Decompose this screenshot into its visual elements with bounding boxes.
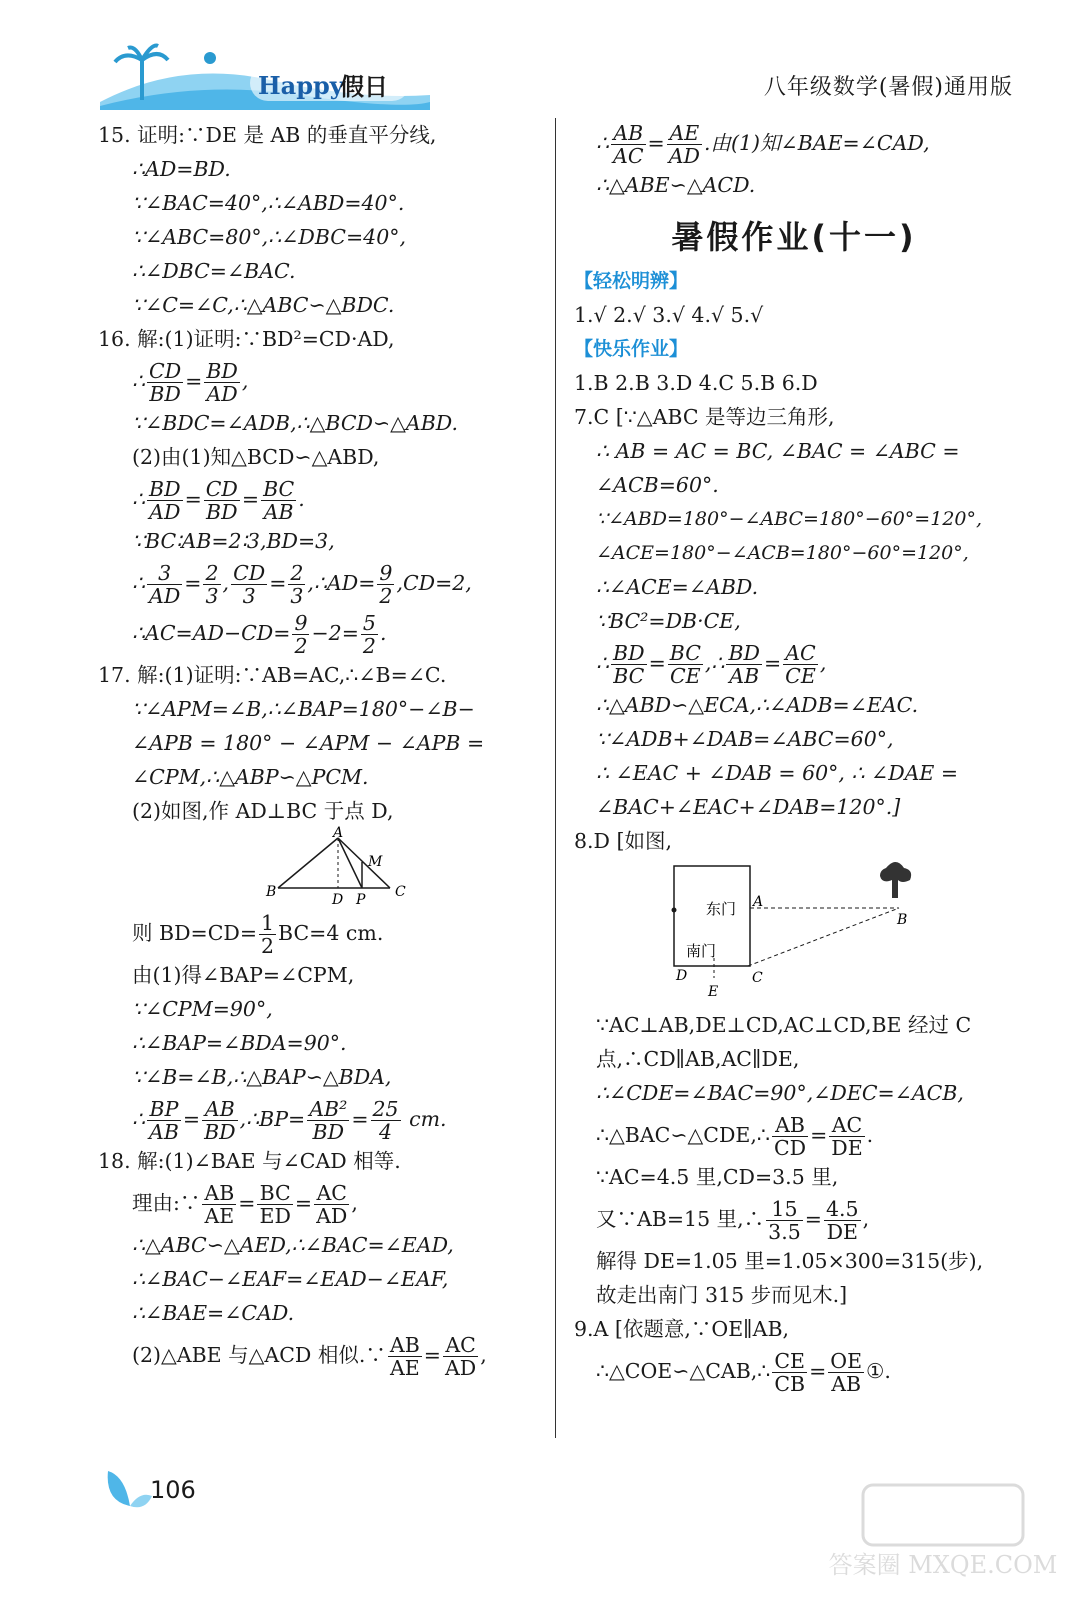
answer-18-line-3: ∴△ABC∽△AED,∴∠BAC=∠EAD, [132, 1233, 454, 1257]
answer-18-line-8: ∴△ABE∽△ACD. [596, 173, 756, 197]
logo-text: Happy [258, 71, 344, 100]
answer-18-line-5: ∴∠BAE=∠CAD. [132, 1301, 295, 1325]
answer-9-line-1: 9.A [依题意,∵OE∥AB, [574, 1317, 790, 1341]
label-d: D [332, 892, 344, 908]
tree-icon [880, 862, 911, 898]
answer-17-line-8: ∵∠CPM=90°, [132, 997, 273, 1021]
answer-7-line-7: ∵BC²=DB·CE, [596, 609, 741, 633]
answer-18-line-1: 18. 解:(1)∠BAE 与∠CAD 相等. [98, 1149, 401, 1173]
east-gate-label: 东门 [706, 900, 737, 918]
answer-15-line-3: ∵∠BAC=40°,∴∠ABD=40°. [132, 191, 405, 215]
left-column [98, 118, 548, 1380]
answer-15-line-2: ∴AD=BD. [132, 157, 231, 181]
watermark-logo [828, 1475, 1058, 1585]
answer-7-line-8: ∴ $\frac{BD}{BC}$ = $\frac{BC}{CE}$ ,∴ $\frac{BD}{AB}$ = $\frac{AC}{CE}$ , [596, 641, 827, 688]
label-b: B [897, 912, 908, 928]
answer-16-line-2: ∴ $\frac{CD}{BD}$ = $\frac{BD}{AD}$ , [132, 359, 249, 406]
label-p: P [356, 892, 366, 908]
book-title: 八年级数学(暑假)通用版 [763, 75, 1013, 100]
triangle-figure [98, 825, 548, 908]
answer-17-line-10: ∵∠B=∠B,∴△BAP∽△BDA, [132, 1065, 392, 1089]
answer-15-line-6: ∵∠C=∠C,∴△ABC∽△BDC. [132, 293, 395, 317]
answer-8-line-9: 故走出南门 315 步而见木.] [596, 1283, 848, 1307]
answer-8-line-1: 8.D [如图, [574, 829, 673, 853]
answer-18-line-4: ∴∠BAC−∠EAF=∠EAD−∠EAF, [132, 1267, 449, 1291]
answer-17-line-11: ∴ $\frac{BP}{AB}$ = $\frac{AB}{BD}$ ,∴BP= $\frac{\text{AB²}}{BD}$ = $\frac{25}{4}$ cm. [132, 1097, 447, 1144]
answer-15-line-1: 15. 证明:∵DE 是 AB 的垂直平分线, [98, 123, 437, 147]
section-title: 暑假作业(十一) [671, 218, 917, 256]
label-m: M [368, 854, 383, 870]
answer-8-line-4: ∴∠CDE=∠BAC=90°,∠DEC=∠ACB, [596, 1081, 964, 1105]
answer-17-line-1: 17. 解:(1)证明:∵AB=AC,∴∠B=∠C. [98, 663, 447, 687]
answer-7-line-11: ∴ ∠EAC + ∠DAB = 60°, ∴ ∠DAE = [596, 761, 959, 785]
label-c: C [752, 970, 763, 986]
answer-16-line-6: ∵BC∶AB=2∶3,BD=3, [132, 529, 335, 553]
easy-answers: 1.√ 2.√ 3.√ 4.√ 5.√ [574, 303, 764, 327]
answer-7-line-6: ∴∠ACE=∠ABD. [596, 575, 759, 599]
column-divider [555, 118, 556, 1438]
header-banner [100, 40, 430, 110]
answer-16-line-4: (2)由(1)知△BCD∽△ABD, [132, 445, 380, 469]
answer-8-line-6: ∵AC=4.5 里,CD=3.5 里, [596, 1165, 839, 1189]
label-a: A [753, 894, 764, 910]
tag-happy-homework: 【快乐作业】 [574, 338, 689, 360]
answer-7-line-12: ∠BAC+∠EAC+∠DAB=120°.] [596, 795, 901, 819]
label-e: E [708, 984, 719, 1000]
right-column [574, 118, 1014, 1396]
answer-18-line-6: (2)△ABE 与△ACD 相似.∵ $\frac{AB}{AE}$ = $\frac{AC}{AD}$ , [132, 1333, 487, 1380]
answer-16-line-1: 16. 解:(1)证明:∵BD²=CD·AD, [98, 327, 395, 351]
palm-tree-icon [140, 60, 144, 100]
label-a: A [333, 825, 344, 841]
answer-8-line-8: 解得 DE=1.05 里=1.05×300=315(步), [596, 1249, 984, 1273]
label-d: D [676, 968, 688, 984]
choice-answers: 1.B 2.B 3.D 4.C 5.B 6.D [574, 371, 818, 395]
answer-17-line-3: ∠APB = 180° − ∠APM − ∠APB = [132, 731, 485, 755]
logo-badge: 假日 [340, 72, 388, 101]
answer-8-line-5: ∴△BAC∽△CDE,∴ $\frac{AB}{CD}$ = $\frac{AC}{DE}$ . [596, 1113, 874, 1160]
answer-16-line-5: ∴ $\frac{BD}{AD}$ = $\frac{CD}{BD}$ = $\frac{BC}{AB}$ . [132, 477, 305, 524]
answer-16-line-3: ∵∠BDC=∠ADB,∴△BCD∽△ABD. [132, 411, 458, 435]
answer-15-line-5: ∴∠DBC=∠BAC. [132, 259, 296, 283]
answer-7-line-2: ∴ AB = AC = BC, ∠BAC = ∠ABC = [596, 439, 960, 463]
answer-15-line-4: ∵∠ABC=80°,∴∠DBC=40°, [132, 225, 406, 249]
label-c: C [395, 884, 406, 900]
south-gate-label: 南门 [686, 942, 717, 960]
city-gate-figure [574, 858, 1014, 1008]
answer-18-line-2: 理由:∵ $\frac{AB}{AE}$ = $\frac{BC}{ED}$ = $\frac{AC}{AD}$ , [132, 1181, 358, 1228]
answer-17-line-5: (2)如图,作 AD⊥BC 于点 D, [132, 799, 394, 823]
watermark-text: 答案圈 MXQE.COM [828, 1551, 1058, 1579]
answer-8-line-3: 点,∴CD∥AB,AC∥DE, [596, 1047, 800, 1071]
answer-8-line-2: ∵AC⊥AB,DE⊥CD,AC⊥CD,BE 经过 C [596, 1013, 972, 1037]
tag-easy: 【轻松明辨】 [574, 270, 689, 292]
answer-7-line-3: ∠ACB=60°. [596, 473, 719, 497]
answer-16-line-7: ∴ $\frac{3}{AD}$ = $\frac{2}{3}$ , $\frac{CD}{3}$ = $\frac{2}{3}$ ,∴AD= $\frac{9}{2}$ ,CD=2, [132, 561, 472, 608]
label-b: B [266, 884, 277, 900]
answer-8-line-7: 又∵AB=15 里,∴ $\frac{15}{3.5}$ = $\frac{4.5}{DE}$ , [596, 1197, 870, 1244]
answer-17-line-7: 由(1)得∠BAP=∠CPM, [132, 963, 355, 987]
answer-7-line-4: ∵∠ABD=180°−∠ABC=180°−60°=120°, [596, 508, 983, 530]
answer-7-line-10: ∵∠ADB+∠DAB=∠ABC=60°, [596, 727, 894, 751]
answer-7-line-9: ∴△ABD∽△ECA,∴∠ADB=∠EAC. [596, 693, 919, 717]
answer-16-line-8: ∴AC=AD−CD= $\frac{9}{2}$ −2= $\frac{5}{2}$ . [132, 611, 387, 658]
answer-17-line-2: ∵∠APM=∠B,∴∠BAP=180°−∠B− [132, 697, 475, 721]
answer-18-line-7: ∴ $\frac{AB}{AC}$ = $\frac{AE}{AD}$ .由(1)知∠BAE=∠CAD, [596, 121, 930, 168]
answer-17-line-6: 则 BD=CD= $\frac{1}{2}$ BC=4 cm. [132, 911, 384, 958]
answer-9-line-2: ∴△COE∽△CAB,∴ $\frac{CE}{CB}$ = $\frac{OE}{AB}$ ①. [596, 1349, 891, 1396]
page-number: 106 [150, 1476, 196, 1504]
answer-17-line-9: ∴∠BAP=∠BDA=90°. [132, 1031, 347, 1055]
answer-17-line-4: ∠CPM,∴△ABP∽△PCM. [132, 765, 369, 789]
answer-7-line-5: ∠ACE=180°−∠ACB=180°−60°=120°, [596, 542, 969, 564]
answer-7-line-1: 7.C [∵△ABC 是等边三角形, [574, 405, 835, 429]
banner-graphic [100, 40, 430, 110]
